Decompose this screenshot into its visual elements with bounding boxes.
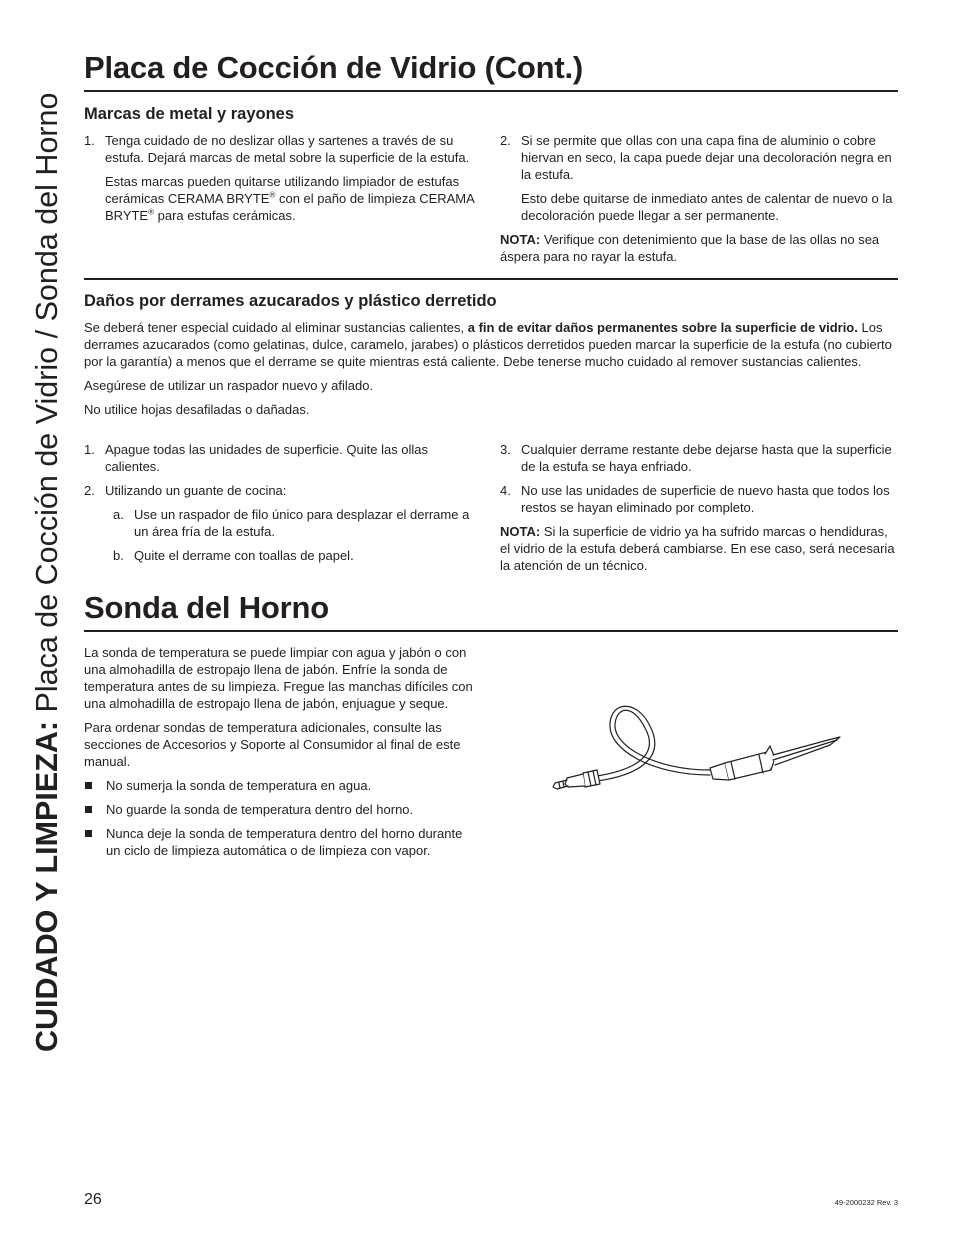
probe-p2: Para ordenar sondas de temperatura adicionales, consulte las secciones de Accesorios y Soporte al Consumidor al final de este manual. xyxy=(84,720,461,769)
probe-text-column xyxy=(84,644,479,866)
sugar-intro xyxy=(84,319,898,425)
list-item: 2. Utilizando un guante de cocina: xyxy=(84,483,287,498)
list-item: 2. Si se permite que ollas con una capa fina de aluminio o cobre hiervan en seco, la capa puede dejar una decoloración negra en la estufa. xyxy=(500,133,892,182)
sugar-p3: No utilice hojas desafiladas o dañadas. xyxy=(84,402,310,417)
side-tab xyxy=(22,52,72,1052)
heading-metal-marks: Marcas de metal y rayones xyxy=(84,105,295,123)
sub-list-item: b. Quite el derrame con toallas de papel. xyxy=(113,548,354,563)
metal-item2-note: Esto debe quitarse de inmediato antes de calentar de nuevo o la decoloración puede llegar a ser permanente. xyxy=(521,191,893,223)
probe-p1: La sonda de temperatura se puede limpiar con agua y jabón o con una almohadilla de estropajo llena de jabón. Enfríe la sonda de temperatura antes de su limpieza. Fregue las manchas difíciles con una almohadilla de estropajo llena de jabón, enjuague y seque. xyxy=(84,645,473,711)
metal-right-column xyxy=(500,132,898,272)
bullet-square-icon xyxy=(85,806,92,813)
list-item: 3. Cualquier derrame restante debe dejarse hasta que la superficie de la estufa se haya enfriado. xyxy=(500,442,892,474)
section-title-rule xyxy=(84,90,898,92)
section-title-oven-probe: Sonda del Horno xyxy=(84,590,330,625)
page-number: 26 xyxy=(84,1191,102,1208)
sugar-nota: NOTA: Si la superficie de vidrio ya ha sufrido marcas o hendiduras, el vidrio de la estufa deberá cambiarse. En ese caso, será necesaria la atención de un técnico. xyxy=(500,524,895,573)
bullet-square-icon xyxy=(85,830,92,837)
divider xyxy=(84,278,898,280)
sugar-left-column xyxy=(84,441,479,571)
metal-left-column xyxy=(84,132,479,231)
section-title-glass-cooktop: Placa de Cocción de Vidrio (Cont.) xyxy=(84,50,584,85)
metal-item1-note: Estas marcas pueden quitarse utilizando limpiador de estufas cerámicas CERAMA BRYTE® con el paño de limpieza CERAMA BRYTE® para estufas cerámicas. xyxy=(105,174,475,223)
side-tab-light: Placa de Cocción de Vidrio / Sonda del Horno xyxy=(30,92,64,721)
list-item: 4. No use las unidades de superficie de nuevo hasta que todos los restos se hayan eliminado por completo. xyxy=(500,483,890,515)
section-title-rule xyxy=(84,630,898,632)
bullet-square-icon xyxy=(85,782,92,789)
sugar-p2: Asegúrese de utilizar un raspador nuevo y afilado. xyxy=(84,378,374,393)
bullet-item: No guarde la sonda de temperatura dentro del horno. xyxy=(84,801,479,818)
side-tab-strong: CUIDADO Y LIMPIEZA: xyxy=(30,720,64,1052)
heading-sugar-spills: Daños por derrames azucarados y plástico derretido xyxy=(84,292,497,310)
document-number: 49-2000232 Rev. 3 xyxy=(834,1198,898,1207)
sugar-right-column xyxy=(500,441,898,581)
sub-list-item: a. Use un raspador de filo único para desplazar el derrame a un área fría de la estufa. xyxy=(113,507,470,539)
sugar-intro-paragraph: Se deberá tener especial cuidado al eliminar sustancias calientes, a fin de evitar daños permanentes sobre la superficie de vidrio. Los derrames azucarados (como gelatinas, dulce, caramelo, jarabes) o plásticos derretidos pueden marcar la superficie de la estufa (no cubierto por la garantía) a menos que el derrame se quite mientras está caliente. Debe tenerse mucho cuidado al remover sustancias calientes. xyxy=(84,320,892,369)
list-item: 1. Tenga cuidado de no deslizar ollas y sartenes a través de su estufa. Dejará marcas de metal sobre la superficie de la estufa. xyxy=(84,133,470,165)
temperature-probe-illustration xyxy=(545,700,845,800)
bullet-item: No sumerja la sonda de temperatura en agua. xyxy=(84,777,479,794)
bullet-item: Nunca deje la sonda de temperatura dentro del horno durante un ciclo de limpieza automática o de limpieza con vapor. xyxy=(84,825,479,859)
metal-nota: NOTA: Verifique con detenimiento que la base de las ollas no sea áspera para no rayar la estufa. xyxy=(500,232,880,264)
list-item: 1. Apague todas las unidades de superficie. Quite las ollas calientes. xyxy=(84,442,429,474)
